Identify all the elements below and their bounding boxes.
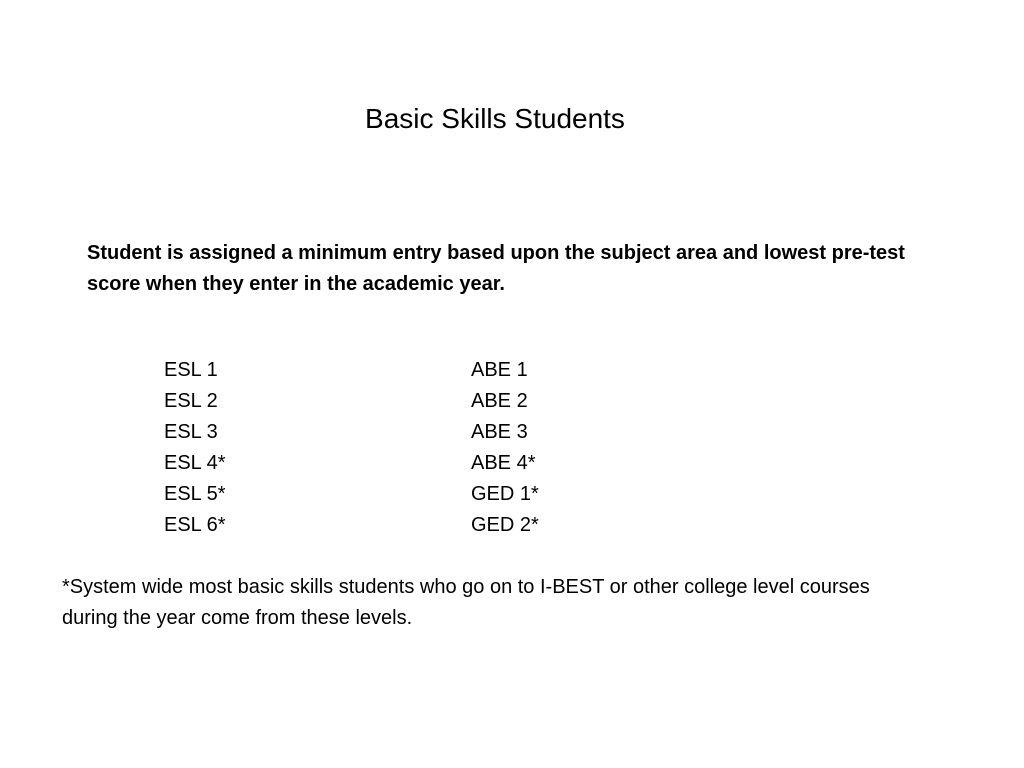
list-item: ABE 2 [471, 390, 528, 412]
list-item: GED 1* [471, 483, 539, 505]
list-item: GED 2* [471, 514, 539, 536]
abe-level-list [471, 355, 539, 541]
list-item: ABE 3 [471, 421, 528, 443]
list-item: ESL 3 [164, 421, 218, 443]
esl-level-list [164, 355, 226, 541]
slide-title: Basic Skills Students [365, 103, 625, 134]
list-item: ESL 2 [164, 390, 218, 412]
list-item: ESL 5* [164, 483, 226, 505]
list-item: ESL 4* [164, 452, 226, 474]
intro-text: Student is assigned a minimum entry based upon the subject area and lowest pre-test score when they enter in the academic year. [87, 242, 905, 295]
list-item: ESL 1 [164, 359, 218, 381]
list-item: ESL 6* [164, 514, 226, 536]
list-item: ABE 1 [471, 359, 528, 381]
footnote: *System wide most basic skills students who go on to I-BEST or other college level courses during the year come from these levels. [62, 576, 870, 629]
list-item: ABE 4* [471, 452, 536, 474]
